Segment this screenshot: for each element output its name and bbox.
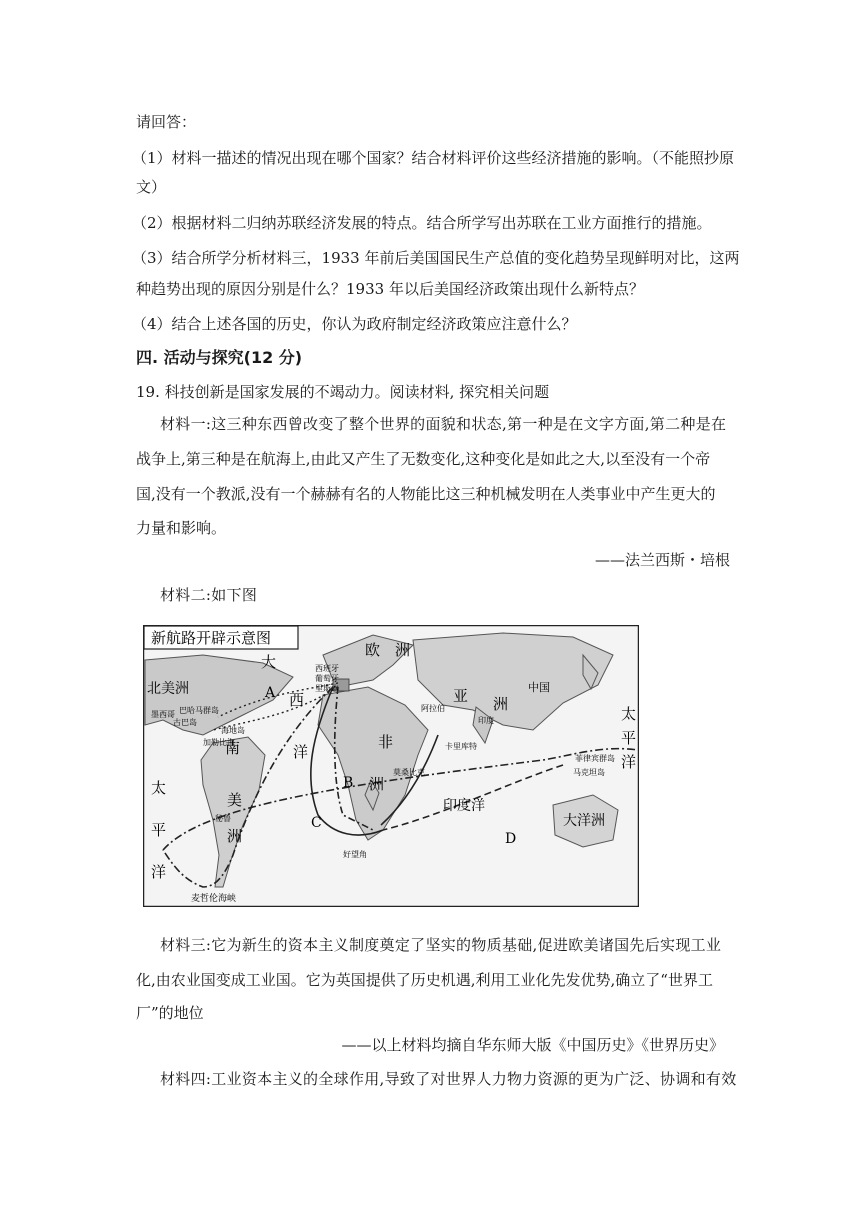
material-3-line-1: 材料三:它为新生的资本主义制度奠定了坚实的物质基础,促进欧美诸国先后实现工业 [160,936,722,954]
material-3-line-2: 化,由农业国变成工业国。它为英国提供了历史机遇,利用工业化先发优势,确立了“世界工 [136,971,713,989]
map-route-d: D [505,831,517,847]
material-1-line-2: 战争上,第三种是在航海上,由此又产生了无数变化,这种变化是如此之大,以至没有一个帝 [136,450,711,468]
map-label-pacific-tai: 太 [151,779,167,797]
map-label-pacific2-ping: 平 [621,729,637,747]
map-label-pacific-yang: 洋 [151,863,167,881]
new-sea-routes-map [143,625,639,907]
map-label-africa-zhou: 洲 [369,775,385,793]
map-label-caribbean: 加勒比海 [203,738,235,747]
map-label-atlantic-yang: 洋 [293,743,309,761]
map-label-south: 南 [225,739,241,757]
question-1-line-1: （1）材料一描述的情况出现在哪个国家？结合材料评价这些经济措施的影响。（不能照抄原 [132,149,735,167]
map-label-mei: 美 [227,791,243,809]
question-3-line-1: （3）结合所学分析材料三，1933 年前后美国国民生产总值的变化趋势呈现鲜明对比，这两 [132,249,740,267]
material-3-line-3: 厂”的地位 [136,1004,204,1022]
map-label-south-america-zhou: 洲 [227,827,243,845]
map-label-europe: 欧 洲 [365,641,411,659]
map-label-good-hope: 好望角 [343,850,367,859]
map-label-pacific-ping: 平 [151,821,167,839]
map-label-peru: 秘鲁 [215,814,231,823]
map-label-arabia: 阿拉伯 [421,704,445,713]
material-1-source: ——法兰西斯・培根 [594,551,730,569]
material-2-intro: 材料二:如下图 [160,586,258,604]
map-label-pacific2-tai: 太 [621,705,637,723]
map-label-spain: 西班牙 [315,664,339,673]
map-label-cuba: 古巴岛 [173,718,197,727]
material-4-line-1: 材料四:工业资本主义的全球作用,导致了对世界人力物力资源的更为广泛、协调和有效 [160,1070,737,1088]
map-label-mexico: 墨西哥 [151,710,175,719]
material-1-line-1: 材料一:这三种东西曾改变了整个世界的面貌和状态,第一种是在文字方面,第二种是在 [160,415,727,433]
map-label-north-america: 北美洲 [147,681,189,697]
map-label-moluccas: 马克坦岛 [573,768,605,777]
material-1-line-4: 力量和影响。 [136,519,227,537]
material-3-source: ——以上材料均摘自华东师大版《中国历史》《世界历史》 [341,1036,724,1054]
map-label-magellan: 麦哲伦海峡 [191,894,237,904]
question-3-line-2: 种趋势出现的原因分别是什么？1933 年以后美国经济政策出现什么新特点？ [136,280,644,298]
map-label-hispaniola: 海地岛 [221,726,245,735]
map-label-portugal: 葡萄牙 [315,674,339,683]
map-title: 新航路开辟示意图 [151,629,272,647]
map-label-lisbon: 里斯本 [315,684,339,693]
map-label-oceania: 大洋洲 [563,813,605,829]
map-label-asia-zhou: 洲 [493,695,509,713]
map-label-philippines: 菲律宾群岛 [575,754,615,763]
section-title: 四. 活动与探究(12 分) [136,348,303,367]
map-label-indian-ocean: 印度洋 [443,798,485,814]
map-label-da: 大 [261,653,277,671]
material-1-line-3: 国,没有一个教派,没有一个赫赫有名的人物能比这三种机械发明在人类事业中产生更大的 [136,485,716,503]
question-4: （4）结合上述各国的历史，你认为政府制定经济政策应注意什么？ [132,315,577,333]
map-route-a: A [265,685,276,701]
map-label-china: 中国 [528,681,550,694]
map-label-bahamas: 巴哈马群岛 [179,706,219,715]
map-label-india: 印度 [478,716,494,725]
map-label-asia: 亚 [453,687,469,705]
map-route-c: C [311,815,322,831]
map-label-pacific2-yang: 洋 [621,753,637,771]
map-route-b: B [343,775,354,791]
answer-prompt: 请回答： [136,113,197,131]
map-label-xi: 西 [289,691,305,709]
map-label-mozambique: 莫桑比克 [393,768,425,777]
map-label-calicut: 卡里库特 [445,742,477,751]
question-2: （2）根据材料二归纳苏联经济发展的特点。结合所学写出苏联在工业方面推行的措施。 [132,214,712,232]
question-19: 19. 科技创新是国家发展的不竭动力。阅读材料, 探究相关问题 [136,383,550,401]
map-label-africa: 非 [378,733,394,751]
question-1-line-2: 文） [136,178,167,196]
